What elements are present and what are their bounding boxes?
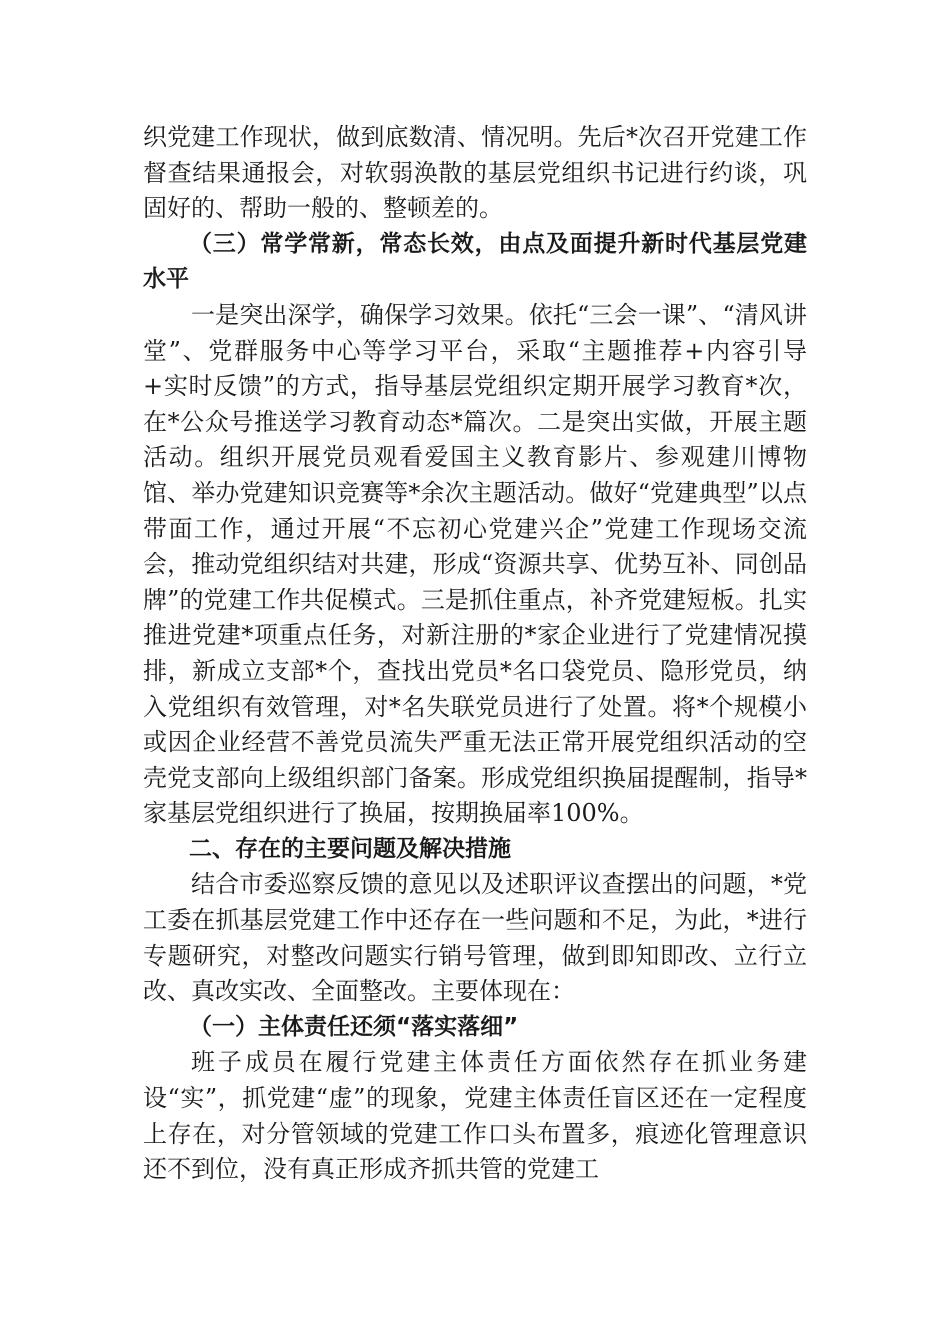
section-heading-3: （三）常学常新，常态长效，由点及面提升新时代基层党建水平	[143, 230, 807, 293]
paragraph-problems-intro: 结合市委巡察反馈的意见以及述职评议查摆出的问题，*党工委在抓基层党建工作中还存在一些问题和不足，为此，*进行专题研究，对整改问题实行销号管理，做到即知即改、立行立改、真改实改、全面整改。主要体现在：	[143, 870, 807, 1006]
chapter-heading-2: 二、存在的主要问题及解决措施	[189, 835, 511, 862]
paragraph-responsibility: 班子成员在履行党建主体责任方面依然存在抓业务建设“实”，抓党建“虚”的现象，党建主体责任盲区还在一定程度上存在，对分管领域的党建工作口头布置多，痕迹化管理意识还不到位，没有真正形成齐抓共管的党建工	[143, 1048, 807, 1184]
paragraph-study-practice: 一是突出深学，确保学习效果。依托“三会一课”、“清风讲堂”、党群服务中心等学习平台，采取“主题推荐+内容引导+实时反馈”的方式，指导基层党组织定期开展学习教育*次，在*公众号推送学习教育动态*篇次。二是突出实做，开展主题活动。组织开展党员观看爱国主义教育影片、参观建川博物馆、举办党建知识竞赛等*余次主题活动。做好“党建典型”以点带面工作，通过开展“不忘初心党建兴企”党建工作现场交流会，推动党组织结对共建，形成“资源共享、优势互补、同创品牌”的党建工作共促模式。三是抓住重点，补齐党建短板。扎实推进党建*项重点任务，对新注册的*家企业进行了党建情况摸排，新成立支部*个，查找出党员*名口袋党员、隐形党员，纳入党组织有效管理，对*名失联党员进行了处置。将*个规模小或因企业经营不善党员流失严重无法正常开展党组织活动的空壳党支部向上级组织部门备案。形成党组织换届提醒制，指导*家基层党组织进行了换届，按期换届率100%。	[143, 300, 807, 828]
document-body	[143, 120, 807, 1188]
paragraph-continuation: 织党建工作现状，做到底数清、情况明。先后*次召开党建工作督查结果通报会，对软弱涣散的基层党组织书记进行约谈，巩固好的、帮助一般的、整顿差的。	[143, 123, 807, 223]
section-heading-1: （一）主体责任还须“落实落细”	[189, 1013, 519, 1040]
